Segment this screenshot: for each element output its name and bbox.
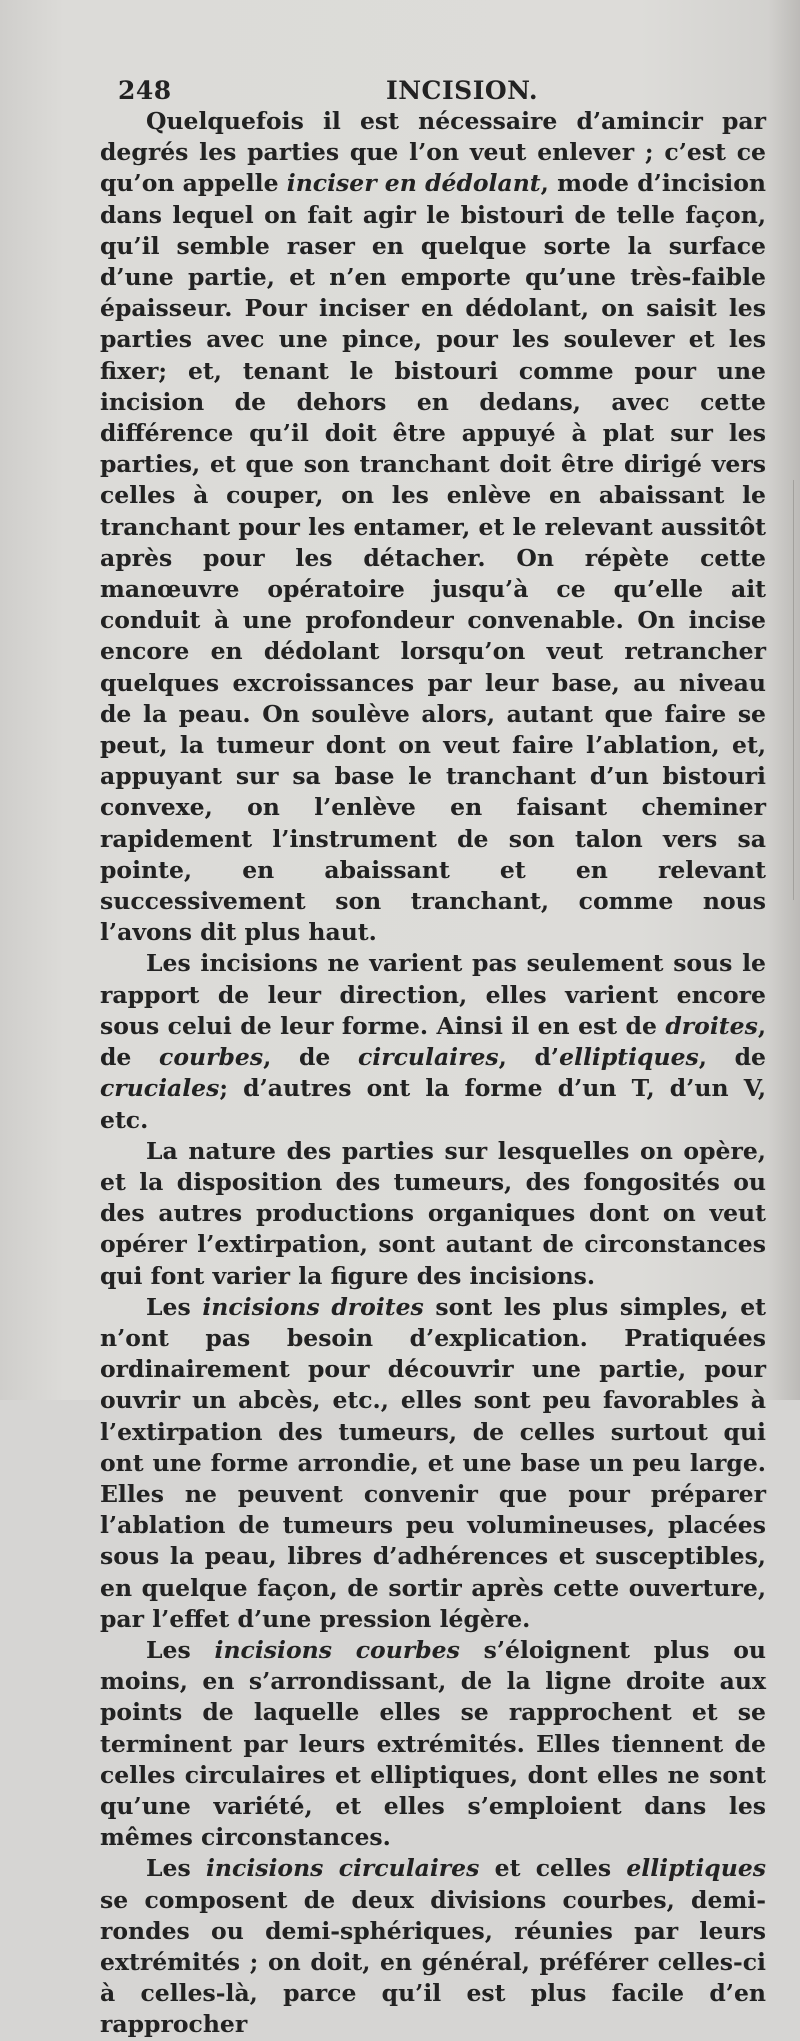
- italic-term: courbes: [159, 1043, 264, 1072]
- text-run: La nature des parties sur lesquelles on opère, et la disposition des tumeurs, des fongosités ou des autres productions organiques dont on veut opérer l’extirpation, sont autant de circonstances qui font varier la figure des incisions.: [100, 1136, 766, 1290]
- italic-term: circulaires: [358, 1043, 499, 1072]
- text-run: , d’: [498, 1043, 560, 1072]
- paragraph: [100, 948, 766, 1135]
- italic-term: incisions courbes: [214, 1635, 460, 1664]
- text-run: s’éloignent plus ou moins, en s’arrondissant, de la ligne droite aux points de laquelle elles se rapprochent et se terminent par leurs extrémités. Elles tiennent de celles circulaires et elliptiques, dont elles ne sont qu’une variété, et elles s’emploient dans les mêmes circonstances.: [100, 1635, 766, 1852]
- page-header: [118, 76, 698, 108]
- italic-term: droites: [665, 1011, 758, 1040]
- text-run: , de: [263, 1043, 358, 1072]
- italic-term: cruciales: [100, 1074, 220, 1103]
- page-edge-shadow: [793, 480, 794, 900]
- text-run: Les incisions ne varient pas seulement sous le rapport de leur direction, elles varient encore sous celui de leur forme. Ainsi il en est de: [100, 949, 766, 1040]
- text-run: et celles: [479, 1854, 627, 1883]
- text-run: ; d’autres ont la forme d’un T, d’un V, etc.: [100, 1074, 766, 1134]
- text-run: se composent de deux divisions courbes, demi-rondes ou demi-sphériques, réunies par leurs extrémités ; on doit, en général, préférer celles-ci à celles-là, parce qu’il est plus facile d’en rapprocher: [100, 1885, 766, 2039]
- text-run: Quelquefois il est nécessaire d’amincir par degrés les parties que l’on veut enlever ; c’est ce qu’on appelle: [100, 107, 766, 198]
- text-run: Les: [146, 1854, 206, 1883]
- text-run: Les: [146, 1635, 215, 1664]
- paragraph: [100, 1853, 766, 2040]
- page-number: 248: [118, 76, 172, 105]
- italic-term: inciser en dédolant: [286, 169, 541, 198]
- body-text: [100, 106, 766, 2041]
- text-run: , de: [698, 1043, 766, 1072]
- italic-term: elliptiques: [559, 1043, 699, 1072]
- paragraph: [100, 1136, 766, 1292]
- italic-term: incisions droites: [202, 1292, 424, 1321]
- paragraph: [100, 106, 766, 948]
- italic-term: elliptiques: [626, 1854, 767, 1883]
- text-run: , mode d’incision dans lequel on fait agir le bistouri de telle façon, qu’il semble raser en quelque sorte la surface d’une partie, et n’en emporte qu’une très-faible épaisseur. Pour inciser en dédolant, on saisit les parties avec une pince, pour les soulever et les fixer; et, tenant le bistouri comme pour une incision de dehors en dedans, avec cette différence qu’il doit être appuyé à plat sur les parties, et que son tranchant doit être dirigé vers celles à couper, on les enlève en abaissant le tranchant pour les entamer, et le relevant aussitôt après pour les détacher. On répète cette manœuvre opératoire jusqu’à ce qu’elle ait conduit à une profondeur convenable. On incise encore en dédolant lorsqu’on veut retrancher quelques excroissances par leur base, au niveau de la peau. On soulève alors, autant que faire se peut, la tumeur dont on veut faire l’ablation, et, appuyant sur sa base le tranchant d’un bistouri convexe, on l’enlève en faisant cheminer rapidement l’instrument de son talon vers sa pointe, en abaissant et en relevant successivement son tranchant, comme nous l’avons dit plus haut.: [100, 169, 766, 947]
- text-run: , de: [100, 1011, 766, 1072]
- italic-term: incisions circulaires: [206, 1854, 480, 1883]
- running-head: INCISION.: [386, 76, 539, 105]
- paragraph: [100, 1292, 766, 1635]
- text-run: sont les plus simples, et n’ont pas besoin d’explication. Pratiquées ordinairement pour découvrir une partie, pour ouvrir un abcès, etc., elles sont peu favorables à l’extirpation des tumeurs, de celles surtout qui ont une forme arrondie, et une base un peu large. Elles ne peuvent convenir que pour préparer l’ablation de tumeurs peu volumineuses, placées sous la peau, libres d’adhérences et susceptibles, en quelque façon, de sortir après cette ouverture, par l’effet d’une pression légère.: [100, 1292, 767, 1633]
- text-run: Les: [146, 1292, 203, 1321]
- paragraph: [100, 1635, 766, 1853]
